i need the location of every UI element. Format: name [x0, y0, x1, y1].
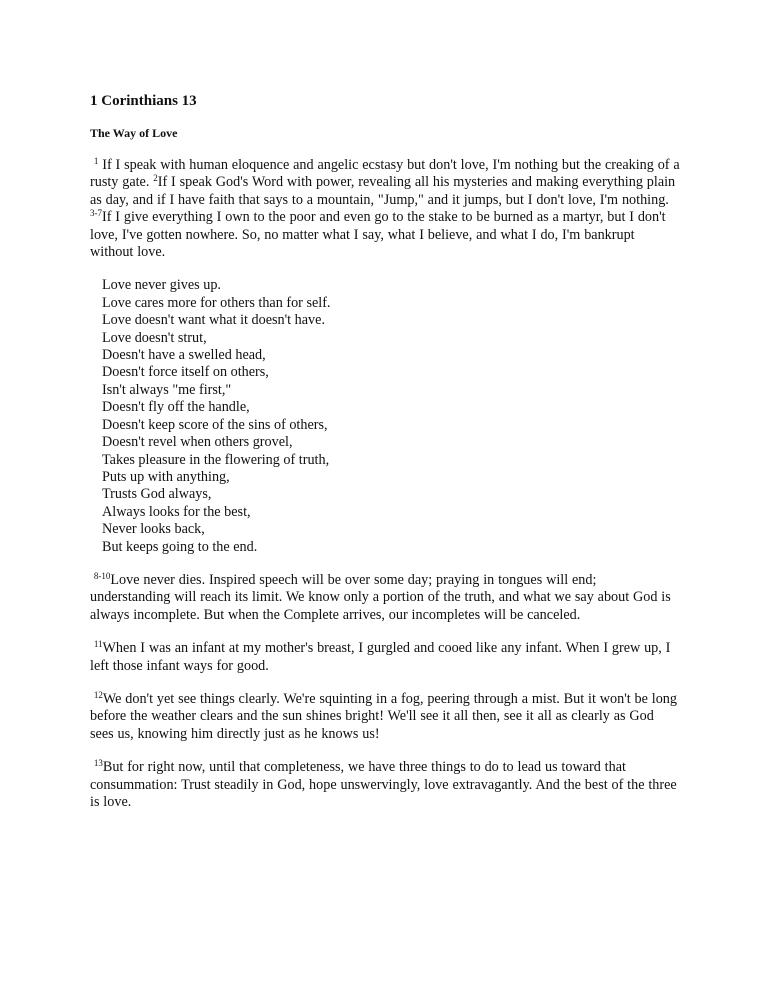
poem-line: Never looks back,: [102, 521, 205, 538]
verse-text: When I was an infant at my mother's breast, I gurgled and cooed like any infant. When I grew up, I left those infant ways for good.: [90, 640, 671, 674]
verse-number: 8-10: [93, 570, 111, 581]
poem-line: Doesn't revel when others grovel,: [102, 434, 293, 451]
poem-line: Isn't always "me first,": [102, 381, 232, 398]
paragraph-verse-12: [90, 691, 680, 743]
verse-text: Love never dies. Inspired speech will be over some day; praying in tongues will end; understanding will reach its limit. We know only a portion of the truth, and what we say about God is always incomplete. But when the Complete arrives, our incompletes will be canceled.: [90, 571, 671, 623]
poem-line: Trusts God always,: [102, 486, 212, 503]
poem-line: But keeps going to the end.: [102, 538, 258, 555]
paragraph-verse-11: [90, 640, 680, 675]
verse-number: 1: [93, 156, 99, 166]
poem-line: Always looks for the best,: [102, 503, 251, 520]
love-poem: [102, 277, 680, 556]
poem-line: Doesn't have a swelled head,: [102, 347, 266, 364]
verse-number: 13: [93, 758, 103, 769]
poem-line: Love doesn't strut,: [102, 329, 207, 346]
poem-line: Love doesn't want what it doesn't have.: [102, 312, 325, 329]
verse-number: 2: [153, 173, 158, 184]
poem-line: Doesn't fly off the handle,: [102, 399, 250, 416]
verse-number: 12: [93, 689, 103, 700]
paragraph-verses-1-7: [90, 157, 680, 261]
poem-line: Doesn't keep score of the sins of others,: [102, 416, 328, 433]
page-title: 1 Corinthians 13: [90, 93, 197, 109]
poem-line: Puts up with anything,: [102, 468, 230, 485]
verse-text: If I give everything I own to the poor and even go to the stake to be burned as a martyr, but I don't love, I've gotten nowhere. So, no matter what I say, what I believe, and what I do, I'm bankrupt without love.: [90, 209, 666, 261]
verse-number: 3-7: [90, 208, 102, 219]
poem-line: Love cares more for others than for self.: [102, 294, 331, 311]
verse-text: If I speak God's Word with power, revealing all his mysteries and making everything plain as day, and if I have faith that says to a mountain, "Jump," and it jumps, but I don't love, I'm nothing.: [90, 174, 676, 208]
poem-line: Takes pleasure in the flowering of truth,: [102, 451, 330, 468]
paragraph-verse-13: [90, 759, 680, 811]
poem-line: Doesn't force itself on others,: [102, 364, 269, 381]
verse-text: If I speak with human eloquence and angelic ecstasy but don't love, I'm nothing but the creaking of a rusty gate.: [90, 157, 680, 191]
verse-number: 11: [93, 639, 103, 650]
verse-text: But for right now, until that completeness, we have three things to do to lead us toward that consummation: Trust steadily in God, hope unswervingly, love extravagantly. And the best of the three is love.: [90, 759, 677, 810]
section-heading: The Way of Love: [90, 126, 178, 140]
document-page: [90, 92, 680, 827]
paragraph-verses-8-10: [90, 572, 680, 624]
verse-text: We don't yet see things clearly. We're squinting in a fog, peering through a mist. But it won't be long before the weather clears and the sun shines bright! We'll see it all then, see it all as clearly as God sees us, knowing him directly just as he knows us!: [90, 690, 677, 742]
poem-line: Love never gives up.: [102, 277, 221, 294]
